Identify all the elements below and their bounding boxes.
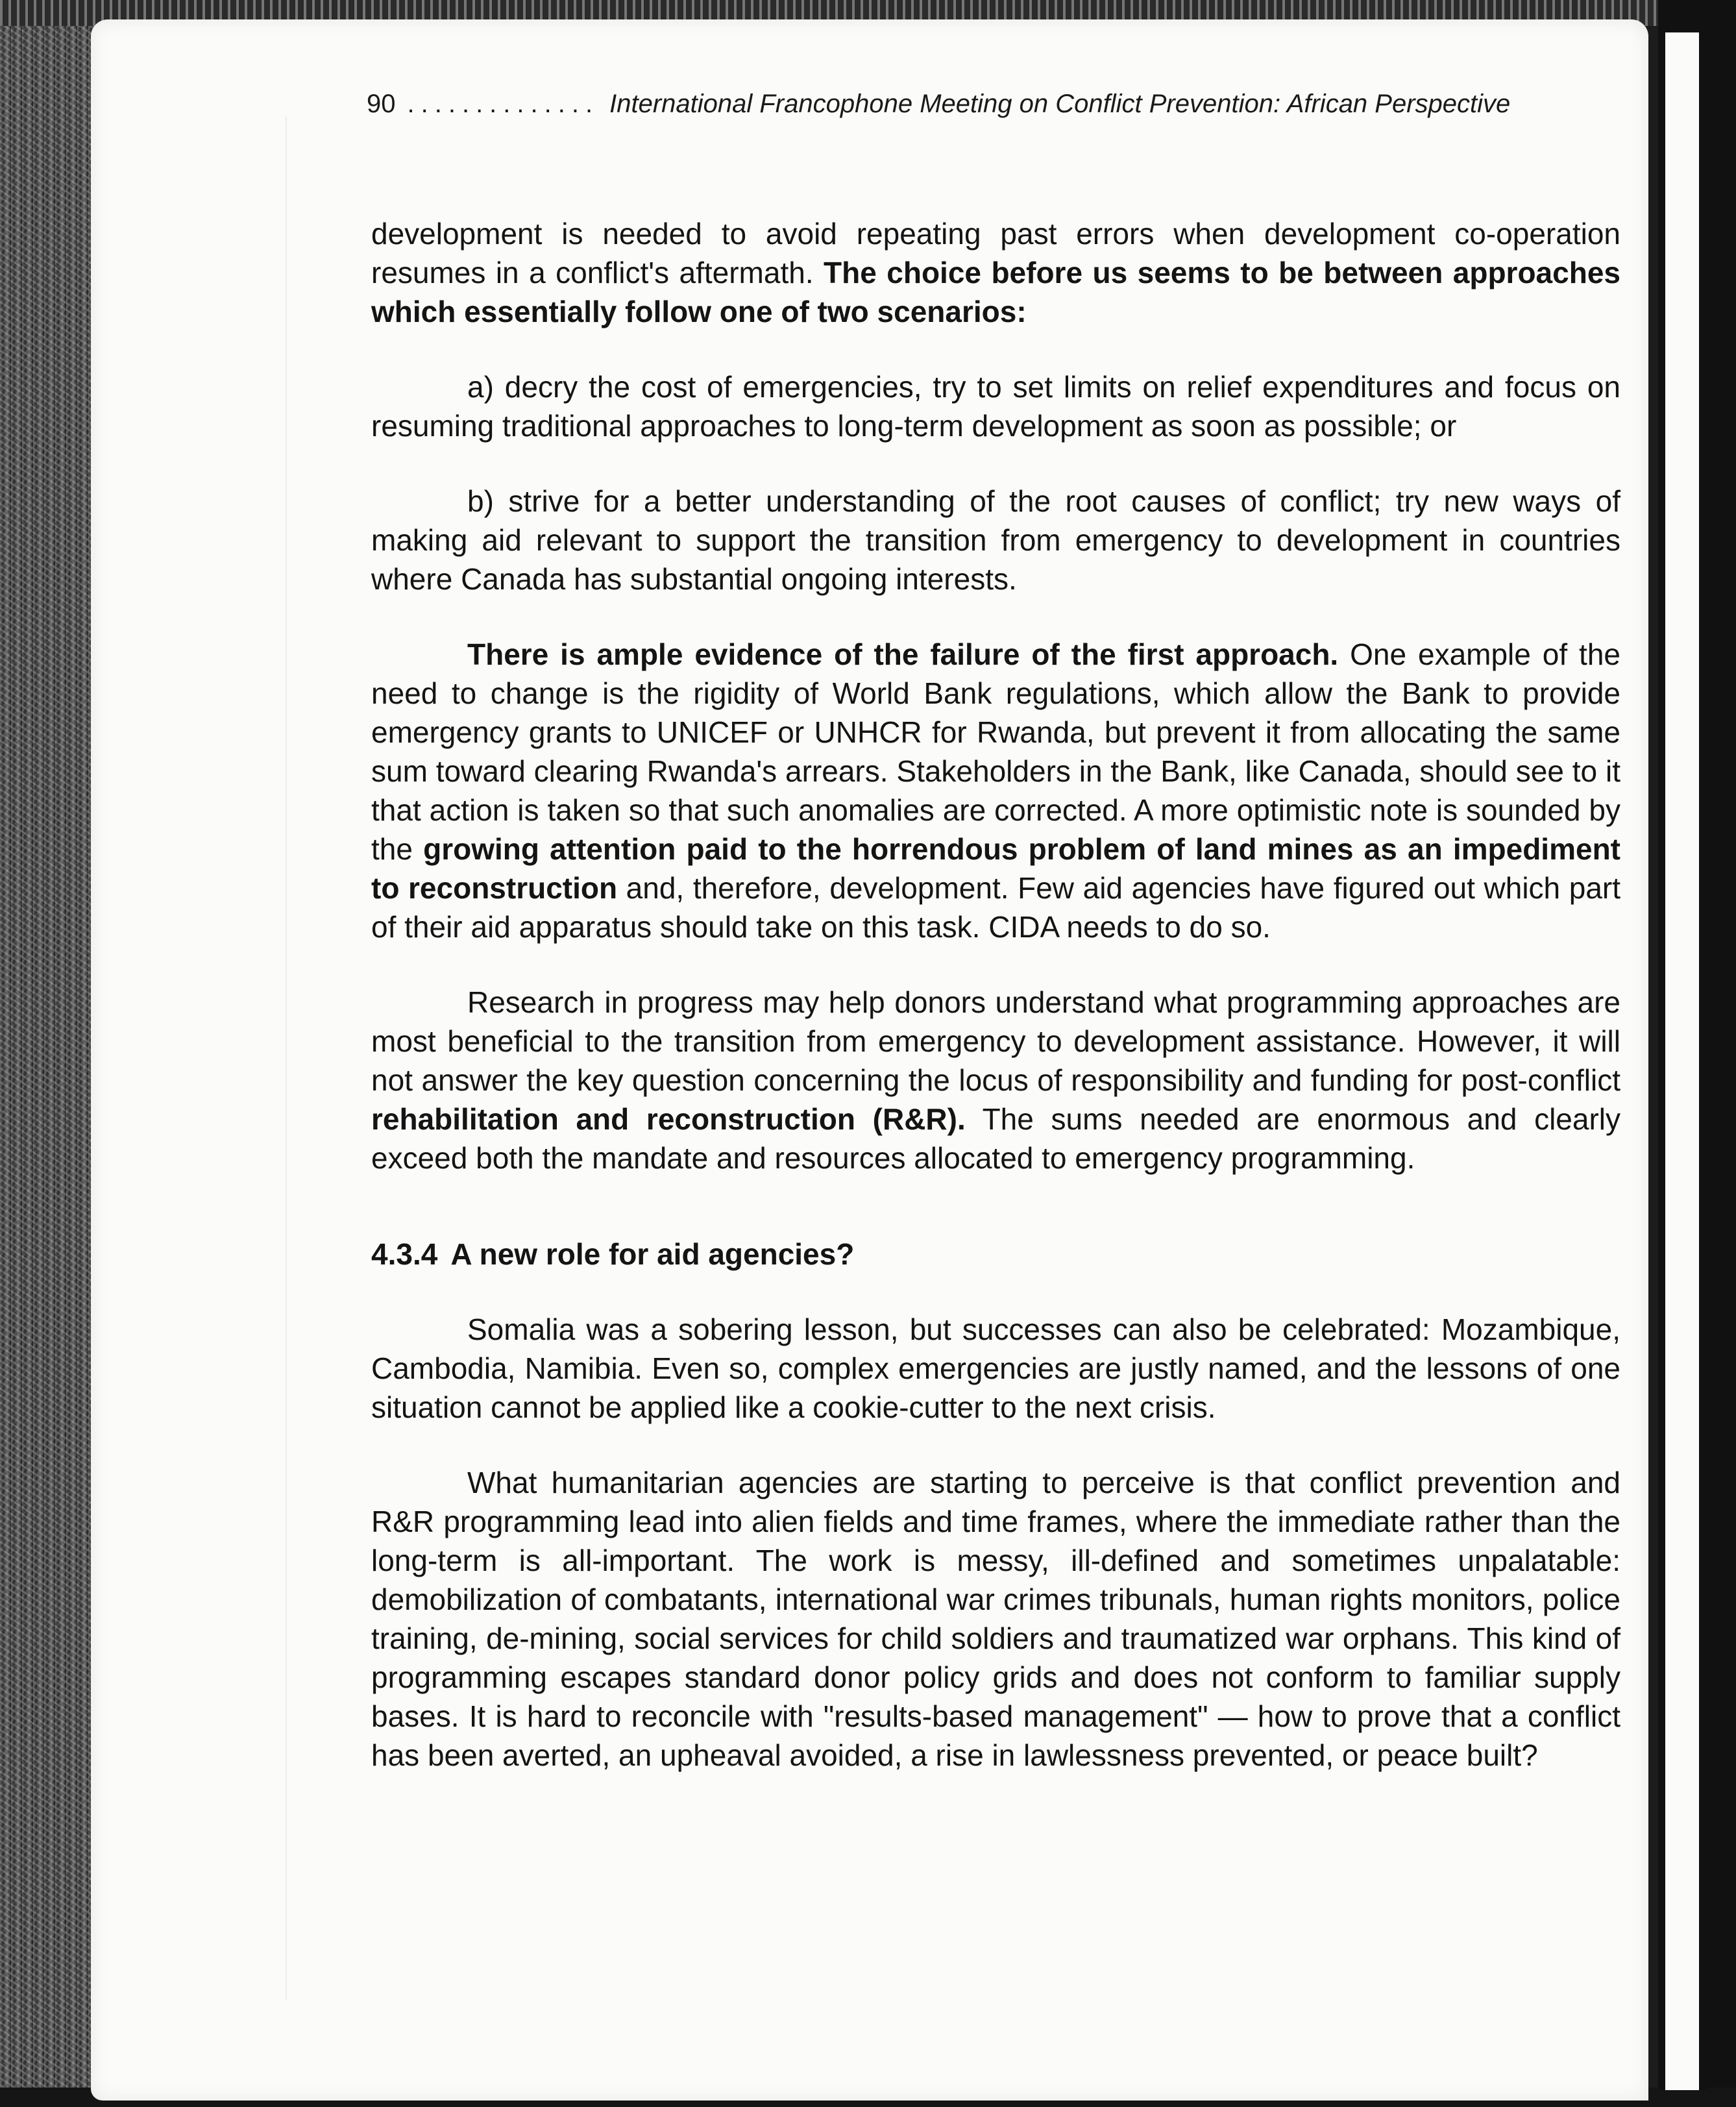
paragraph-2-emphasis: growing attention paid to the horrendous problem of land mines as an impediment to reconstruction bbox=[371, 832, 1620, 905]
paragraph-1 bbox=[371, 214, 1620, 331]
page-fold-shadow bbox=[286, 117, 287, 1999]
paragraph-3 bbox=[371, 983, 1620, 1177]
header-leader-dots: .............. bbox=[407, 90, 600, 118]
running-title: International Francophone Meeting on Conflict Prevention: African Perspective bbox=[609, 90, 1511, 118]
section-number: 4.3.4 bbox=[371, 1237, 438, 1271]
paragraph-2 bbox=[371, 635, 1620, 946]
paragraph-2-tail: and, therefore, development. Few aid agencies have figured out which part of their aid apparatus should take on this task. CIDA needs to do so. bbox=[371, 871, 1620, 944]
section-heading bbox=[371, 1235, 1620, 1274]
paragraph-3-tail: The sums needed are enormous and clearly exceed both the mandate and resources allocated to emergency programming. bbox=[371, 1102, 1620, 1175]
page-binding-edge bbox=[1659, 32, 1708, 2090]
scenario-a: a) decry the cost of emergencies, try to set limits on relief expenditures and focus on resuming traditional approaches to long-term development as soon as possible; or bbox=[371, 370, 1620, 443]
scan-edge-left bbox=[0, 0, 97, 2107]
running-header bbox=[367, 84, 1619, 123]
paragraph-2-lead: There is ample evidence of the failure of the first approach. bbox=[467, 637, 1339, 671]
paragraph-3-text: Research in progress may help donors understand what programming approaches are most beneficial to the transition from emergency to development assistance. However, it will not answer the key question concerning the locus of responsibility and funding for post-conflict bbox=[371, 985, 1620, 1097]
paragraph-3-emphasis: rehabilitation and reconstruction (R&R). bbox=[371, 1102, 966, 1136]
section-title: A new role for aid agencies? bbox=[450, 1237, 855, 1271]
body-text bbox=[371, 214, 1620, 1811]
paragraph-5: What humanitarian agencies are starting to perceive is that conflict prevention and R&R programming lead into alien fields and time frames, where the immediate rather than the long-term is all-important. The work is messy, ill-defined and sometimes unpalatable: demobilization of combatants, international war crimes tribunals, human rights monitors, police training, de-mining, social services for child soldiers and traumatized war orphans. This kind of programming escapes standard donor policy grids and does not conform to familiar supply bases. It is hard to reconcile with "results-based management" — how to prove that a conflict has been averted, an upheaval avoided, a rise in lawlessness prevented, or peace built? bbox=[371, 1466, 1620, 1772]
paragraph-1-emphasis: The choice before us seems to be between approaches which essentially follow one of two scenarios: bbox=[371, 256, 1620, 328]
paragraph-4: Somalia was a sobering lesson, but successes can also be celebrated: Mozambique, Cambodia, Namibia. Even so, complex emergencies are justly named, and the lessons of one situation cannot be applied like a cookie-cutter to the next crisis. bbox=[371, 1312, 1620, 1424]
page-number: 90 bbox=[367, 90, 396, 118]
scenario-b: b) strive for a better understanding of the root causes of conflict; try new ways of making aid relevant to support the transition from emergency to development in countries where Canada has substantial ongoing interests. bbox=[371, 484, 1620, 596]
paragraph-2-text: One example of the need to change is the rigidity of World Bank regulations, which allow the Bank to provide emergency grants to UNICEF or UNHCR for Rwanda, but prevent it from allocating the same sum toward clearing Rwanda's arrears. Stakeholders in the Bank, like Canada, should see to it that action is taken so that such anomalies are corrected. A more optimistic note is sounded by the bbox=[371, 637, 1621, 866]
paragraph-1-text: development is needed to avoid repeating past errors when development co-operation resumes in a conflict's aftermath. bbox=[371, 217, 1620, 290]
